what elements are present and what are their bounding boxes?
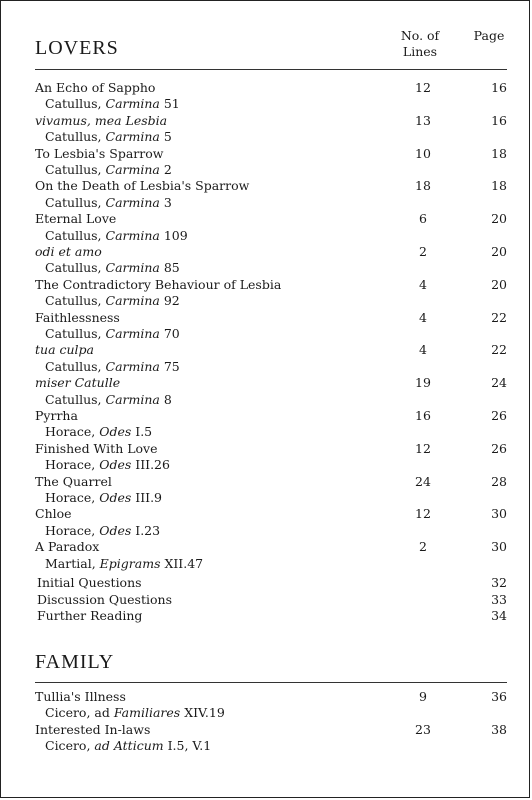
entry-line-count: 4 xyxy=(419,309,427,325)
entry-reference: 2 xyxy=(163,162,172,177)
entry-work: Odes xyxy=(99,424,132,440)
entry-title-row xyxy=(1,408,531,424)
entry-source xyxy=(45,490,162,506)
entry-page-number: 26 xyxy=(491,408,507,423)
entry-source xyxy=(45,260,180,276)
extra-row xyxy=(1,575,531,591)
entry-title: The Quarrel xyxy=(35,473,112,489)
entry-work: Epigrams xyxy=(99,555,161,571)
entry-page-number: 22 xyxy=(491,342,507,358)
entry-page-number: 20 xyxy=(491,211,507,227)
entry-source-row xyxy=(1,424,531,440)
entry-source-row xyxy=(1,523,531,539)
entry-source xyxy=(45,293,180,309)
entry-work: Carmina xyxy=(105,260,160,276)
entry-author: Catullus, xyxy=(45,162,102,177)
entry-title: Eternal Love xyxy=(35,211,117,227)
entry-author: Catullus, xyxy=(45,227,102,243)
entry-line-count: 2 xyxy=(419,244,427,259)
entry-reference: III.9 xyxy=(135,490,163,505)
extra-title: Initial Questions xyxy=(37,575,142,590)
entry-work: Carmina xyxy=(105,162,160,177)
entry-title: Tullia's Illness xyxy=(35,689,126,704)
entry-author: Catullus, xyxy=(45,358,102,374)
entry-source xyxy=(45,556,203,572)
section-title-lovers: LOVERS xyxy=(35,37,119,59)
entry-title: odi et amo xyxy=(35,244,102,259)
entry-author: Catullus, xyxy=(45,326,102,341)
entry-page-number: 38 xyxy=(491,721,507,737)
entry-title-row xyxy=(1,441,531,457)
entry-reference: XIV.19 xyxy=(184,705,225,721)
entry-line-count: 23 xyxy=(415,721,431,737)
entry-source xyxy=(45,424,152,440)
extra-row xyxy=(1,608,531,624)
entry-source-row xyxy=(1,129,531,145)
entry-page-number: 26 xyxy=(491,440,507,456)
entry-work: Carmina xyxy=(105,194,160,210)
entry-source xyxy=(45,228,188,244)
entry-line-count: 4 xyxy=(419,342,427,358)
entry-title-row xyxy=(1,474,531,490)
entry-line-count: 24 xyxy=(415,473,431,489)
entry-reference: I.23 xyxy=(135,522,161,538)
entry-work: Carmina xyxy=(105,293,160,309)
entry-title: The Contradictory Behaviour of Lesbia xyxy=(35,276,282,292)
entry-work: Odes xyxy=(99,457,132,473)
entry-source-row xyxy=(1,490,531,506)
section-rule-family xyxy=(35,682,507,683)
entry-reference: I.5 xyxy=(135,424,153,440)
entry-title: Pyrrha xyxy=(35,408,78,423)
entry-title-row xyxy=(1,277,531,293)
entry-source xyxy=(45,326,180,342)
entry-source-row xyxy=(1,705,531,721)
section-title-family: FAMILY xyxy=(35,651,115,673)
entry-reference: 51 xyxy=(163,96,180,112)
entry-author: Catullus, xyxy=(45,260,102,276)
entry-source-row xyxy=(1,359,531,375)
entry-title: tua culpa xyxy=(35,342,95,358)
entry-title: A Paradox xyxy=(35,539,100,555)
entry-title: An Echo of Sappho xyxy=(35,80,156,95)
extra-title: Further Reading xyxy=(37,608,143,624)
entry-page-number: 36 xyxy=(491,689,507,704)
section-rule-lovers xyxy=(35,69,507,70)
entry-source-row xyxy=(1,195,531,211)
entry-source-row xyxy=(1,228,531,244)
entry-author: Horace, xyxy=(45,490,96,505)
entry-line-count: 12 xyxy=(415,440,431,456)
entry-work: ad Atticum xyxy=(94,738,164,754)
entry-title: vivamus, mea Lesbia xyxy=(35,112,168,128)
entry-source xyxy=(45,523,160,539)
entry-reference: 85 xyxy=(163,260,180,276)
entry-reference: XII.47 xyxy=(164,555,204,571)
entry-reference: 92 xyxy=(163,293,180,309)
entry-title-row xyxy=(1,244,531,260)
entry-page-number: 18 xyxy=(491,145,507,161)
entry-title: On the Death of Lesbia's Sparrow xyxy=(35,178,250,194)
entry-reference: 75 xyxy=(163,358,180,374)
entry-author: Catullus, xyxy=(45,96,102,112)
entry-reference: 8 xyxy=(163,391,172,407)
entry-title-row xyxy=(1,310,531,326)
entry-work: Carmina xyxy=(105,358,160,374)
entry-author: Martial, xyxy=(45,555,96,571)
entry-source xyxy=(45,195,172,211)
entry-source xyxy=(45,129,172,145)
entry-author: Horace, xyxy=(45,424,96,440)
entry-page-number: 30 xyxy=(491,539,507,555)
entry-author: Cicero, ad xyxy=(45,705,110,721)
entry-source-row xyxy=(1,738,531,754)
entry-work: Odes xyxy=(99,490,132,505)
entry-title-row xyxy=(1,689,531,705)
entry-title: Chloe xyxy=(35,506,72,522)
entry-page-number: 16 xyxy=(491,112,507,128)
entry-reference: III.26 xyxy=(135,457,170,473)
entry-line-count: 12 xyxy=(415,506,431,522)
entry-title-row xyxy=(1,80,531,96)
entry-work: Carmina xyxy=(105,227,160,243)
entry-page-number: 18 xyxy=(491,178,507,194)
entry-title-row xyxy=(1,342,531,358)
entry-title: Faithlessness xyxy=(35,309,120,325)
entry-line-count: 6 xyxy=(419,211,427,227)
entry-page-number: 20 xyxy=(491,244,507,259)
entry-reference: 109 xyxy=(163,227,188,243)
entry-source-row xyxy=(1,162,531,178)
entry-source xyxy=(45,705,225,721)
extra-title: Discussion Questions xyxy=(37,591,172,607)
entry-work: Carmina xyxy=(105,129,160,145)
entry-title: To Lesbia's Sparrow xyxy=(35,145,164,161)
entry-title: Finished With Love xyxy=(35,440,158,456)
entry-source xyxy=(45,96,180,112)
entry-title-row xyxy=(1,178,531,194)
entry-source-row xyxy=(1,260,531,276)
extra-row xyxy=(1,592,531,608)
entry-reference: I.5, V.1 xyxy=(167,738,212,754)
entry-author: Catullus, xyxy=(45,194,102,210)
entry-title: Interested In-laws xyxy=(35,721,151,737)
entry-source-row xyxy=(1,556,531,572)
entry-reference: 70 xyxy=(163,326,180,341)
entry-work: Carmina xyxy=(105,96,160,112)
entry-line-count: 10 xyxy=(415,145,431,161)
column-header-page: Page xyxy=(473,28,505,43)
extra-page-number: 32 xyxy=(491,575,507,590)
entry-source-row xyxy=(1,293,531,309)
entry-title-row xyxy=(1,506,531,522)
entry-source-row xyxy=(1,96,531,112)
entry-line-count: 19 xyxy=(415,375,431,391)
entry-source-row xyxy=(1,392,531,408)
entry-title-row xyxy=(1,146,531,162)
extra-page-number: 33 xyxy=(491,591,507,607)
entry-source xyxy=(45,392,172,408)
entry-author: Catullus, xyxy=(45,293,102,309)
entry-source xyxy=(45,457,170,473)
entry-page-number: 22 xyxy=(491,309,507,325)
entry-page-number: 16 xyxy=(491,80,507,95)
entry-page-number: 24 xyxy=(491,375,507,391)
entry-work: Familiares xyxy=(113,705,181,721)
entry-title-row xyxy=(1,722,531,738)
entry-title-row xyxy=(1,113,531,129)
entry-line-count: 2 xyxy=(419,539,427,555)
entry-title-row xyxy=(1,375,531,391)
entry-line-count: 12 xyxy=(415,80,431,95)
entry-title-row xyxy=(1,211,531,227)
entry-page-number: 20 xyxy=(491,276,507,292)
entry-author: Cicero, xyxy=(45,738,91,754)
entry-line-count: 4 xyxy=(419,276,427,292)
entry-line-count: 13 xyxy=(415,112,431,128)
entry-source-row xyxy=(1,457,531,473)
entry-line-count: 9 xyxy=(419,689,427,704)
entry-work: Odes xyxy=(99,522,132,538)
entry-line-count: 18 xyxy=(415,178,431,194)
entry-author: Horace, xyxy=(45,457,96,473)
entry-reference: 5 xyxy=(163,129,172,145)
entry-author: Catullus, xyxy=(45,391,102,407)
entry-title: miser Catulle xyxy=(35,375,121,391)
entry-work: Carmina xyxy=(105,326,160,341)
entry-source xyxy=(45,738,211,754)
entry-reference: 3 xyxy=(163,194,172,210)
entry-title-row xyxy=(1,539,531,555)
entry-page-number: 28 xyxy=(491,473,507,489)
entry-page-number: 30 xyxy=(491,506,507,522)
entry-source xyxy=(45,359,180,375)
entry-work: Carmina xyxy=(105,391,160,407)
entry-source-row xyxy=(1,326,531,342)
column-header-lines: No. of Lines xyxy=(400,28,440,59)
entry-author: Catullus, xyxy=(45,129,102,145)
entry-line-count: 16 xyxy=(415,408,431,423)
entry-author: Horace, xyxy=(45,522,96,538)
extra-page-number: 34 xyxy=(491,608,507,624)
entry-source xyxy=(45,162,172,178)
